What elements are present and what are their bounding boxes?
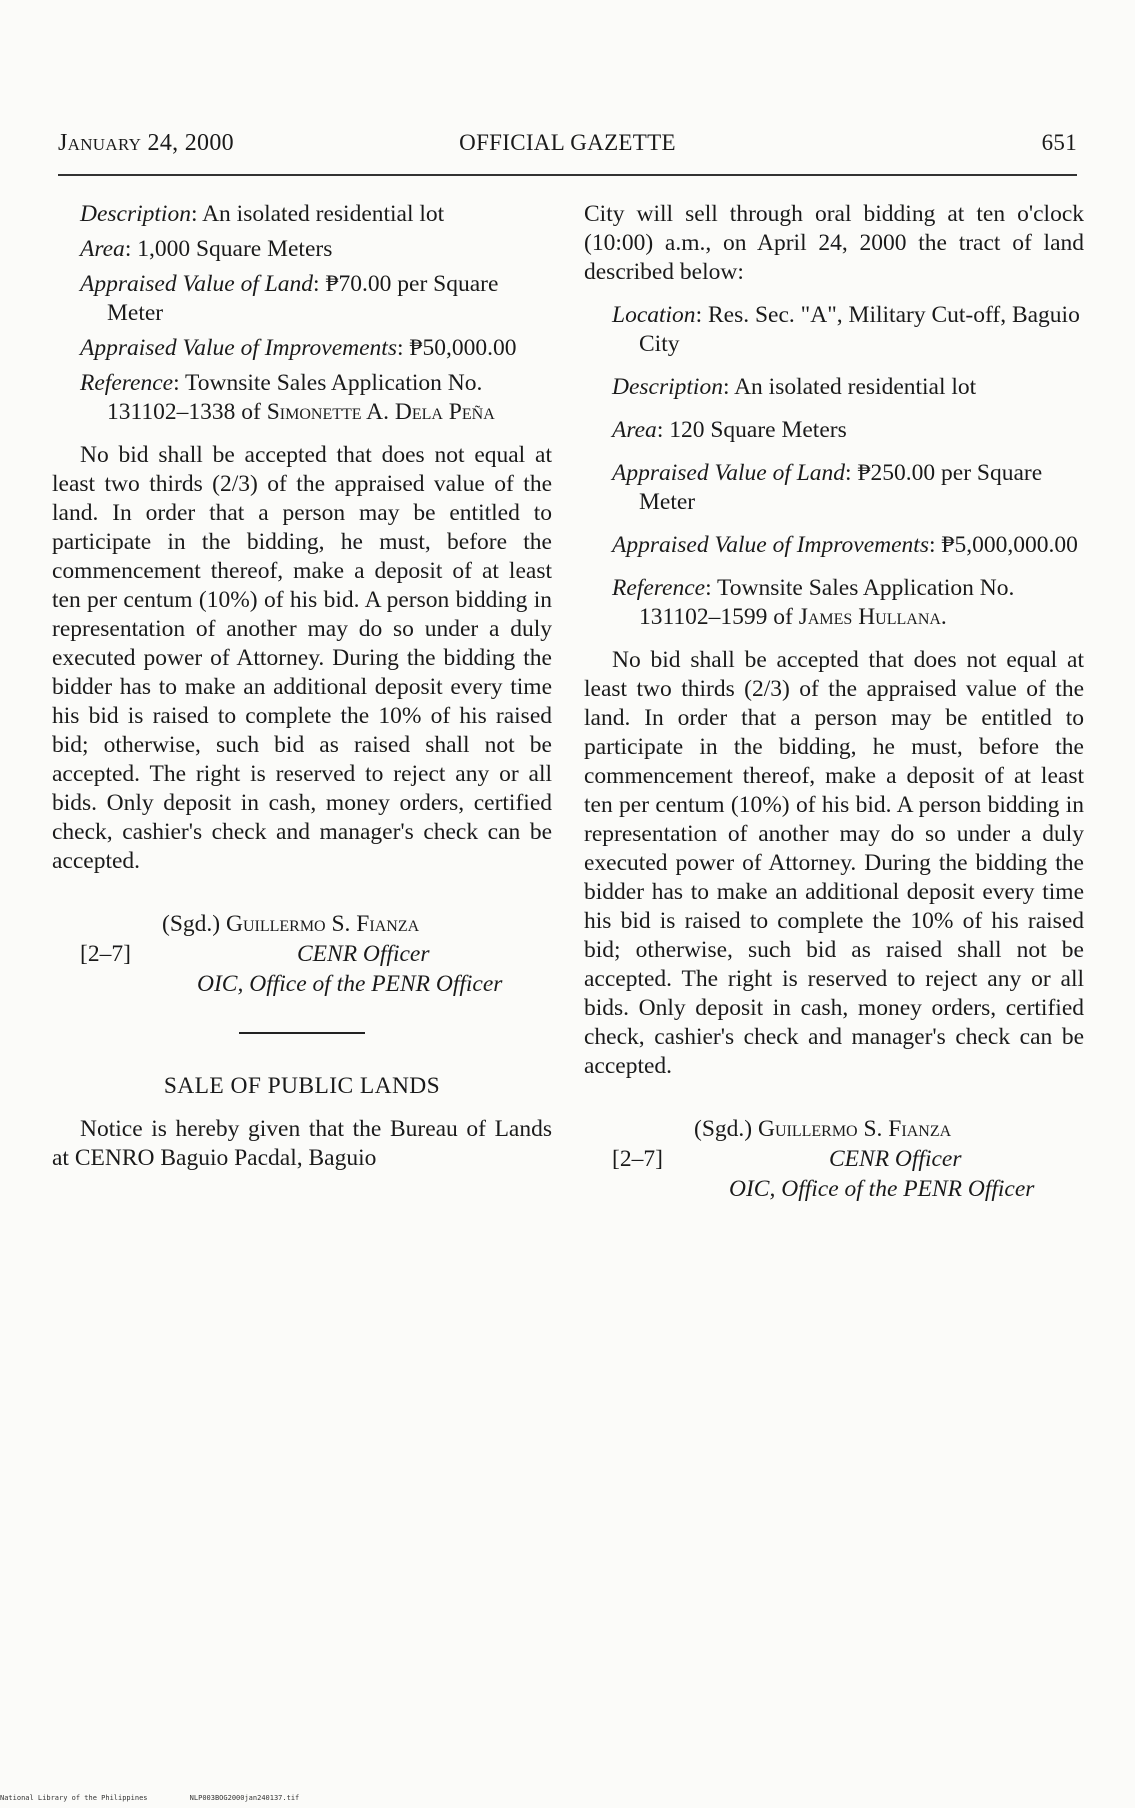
bid-conditions-paragraph: No bid shall be accepted that does not equal at least two thirds (2/3) of the appraised value of the land. In order that a person may be entitled to participate in the bidding, he must, before the commencement thereof, make a deposit of at least ten per centum (10%) of his bid. A person bidding in representation of another may do so under a duly executed power of Attorney. During the bidding the bidder has to make an additional deposit every time his bid is raised to complete the 10% of his raised bid; otherwise, such bid as raised shall not be accepted. The right is reserved to reject any or all bids. Only deposit in cash, money orders, certified check, cashier's check and manager's check can be accepted. [584, 647, 1084, 1079]
publication-title: OFFICIAL GAZETTE [459, 130, 676, 155]
notice-code: [2–7] [80, 941, 131, 967]
scan-filename: NLP003BOG2000jan240137.tif [189, 1794, 300, 1802]
land-value-entry: Appraised Value of Land: ₱70.00 per Square Meter [80, 271, 499, 326]
section-heading: SALE OF PUBLIC LANDS [163, 1073, 441, 1099]
notice-continuation: City will sell through oral bidding at ten o'clock (10:00) a.m., on April 24, 2000 the tract of land described below: [584, 201, 1084, 285]
right-column [584, 200, 1084, 1215]
description-entry: Description: An isolated residential lot [80, 201, 445, 227]
page-number: 651 [1041, 130, 1077, 155]
page-header [58, 130, 1077, 162]
area-entry: Area: 120 Square Meters [612, 417, 847, 443]
improvements-entry: Appraised Value of Improvements: ₱50,000.00 [80, 335, 517, 361]
location-entry: Location: Res. Sec. "A", Military Cut-off, Baguio City [612, 302, 1080, 357]
signer-line: (Sgd.) Guillermo S. Fianza [162, 911, 420, 937]
description-entry: Description: An isolated residential lot [612, 374, 977, 400]
notice-paragraph: Notice is hereby given that the Bureau of Lands at CENRO Baguio Pacdal, Baguio [52, 1116, 552, 1171]
signer-role: CENR Officer [297, 941, 430, 967]
land-value-entry: Appraised Value of Land: ₱250.00 per Square Meter [612, 460, 1043, 515]
signer-line: (Sgd.) Guillermo S. Fianza [694, 1116, 952, 1142]
left-column [52, 200, 552, 1173]
library-credit: National Library of the Philippines [0, 1794, 148, 1802]
reference-entry: Reference: Townsite Sales Application No. 131102–1599 of James Hullana. [612, 575, 1015, 630]
area-entry: Area: 1,000 Square Meters [80, 236, 333, 262]
signature-block [52, 910, 552, 1010]
issue-date: January 24, 2000 [58, 130, 234, 156]
header-rule [58, 174, 1077, 176]
reference-entry: Reference: Townsite Sales Application No. 131102–1338 of Simonette A. Dela Peña [80, 370, 495, 425]
bid-conditions-paragraph: No bid shall be accepted that does not equal at least two thirds (2/3) of the appraised value of the land. In order that a person may be entitled to participate in the bidding, he must, before the commencement thereof, make a deposit of at least ten per centum (10%) of his bid. A person bidding in representation of another may do so under a duly executed power of Attorney. During the bidding the bidder has to make an additional deposit every time his bid is raised to complete the 10% of his raised bid; otherwise, such bid as raised shall not be accepted. The right is reserved to reject any or all bids. Only deposit in cash, money orders, certified check, cashier's check and manager's check can be accepted. [52, 442, 552, 874]
signer-office: OIC, Office of the PENR Officer [197, 971, 503, 997]
signature-block [584, 1115, 1084, 1215]
notice-code: [2–7] [612, 1146, 663, 1172]
signer-office: OIC, Office of the PENR Officer [729, 1176, 1035, 1202]
scan-footer [0, 1794, 299, 1802]
improvements-entry: Appraised Value of Improvements: ₱5,000,000.00 [612, 532, 1078, 558]
section-divider [239, 1032, 365, 1034]
signer-role: CENR Officer [829, 1146, 962, 1172]
